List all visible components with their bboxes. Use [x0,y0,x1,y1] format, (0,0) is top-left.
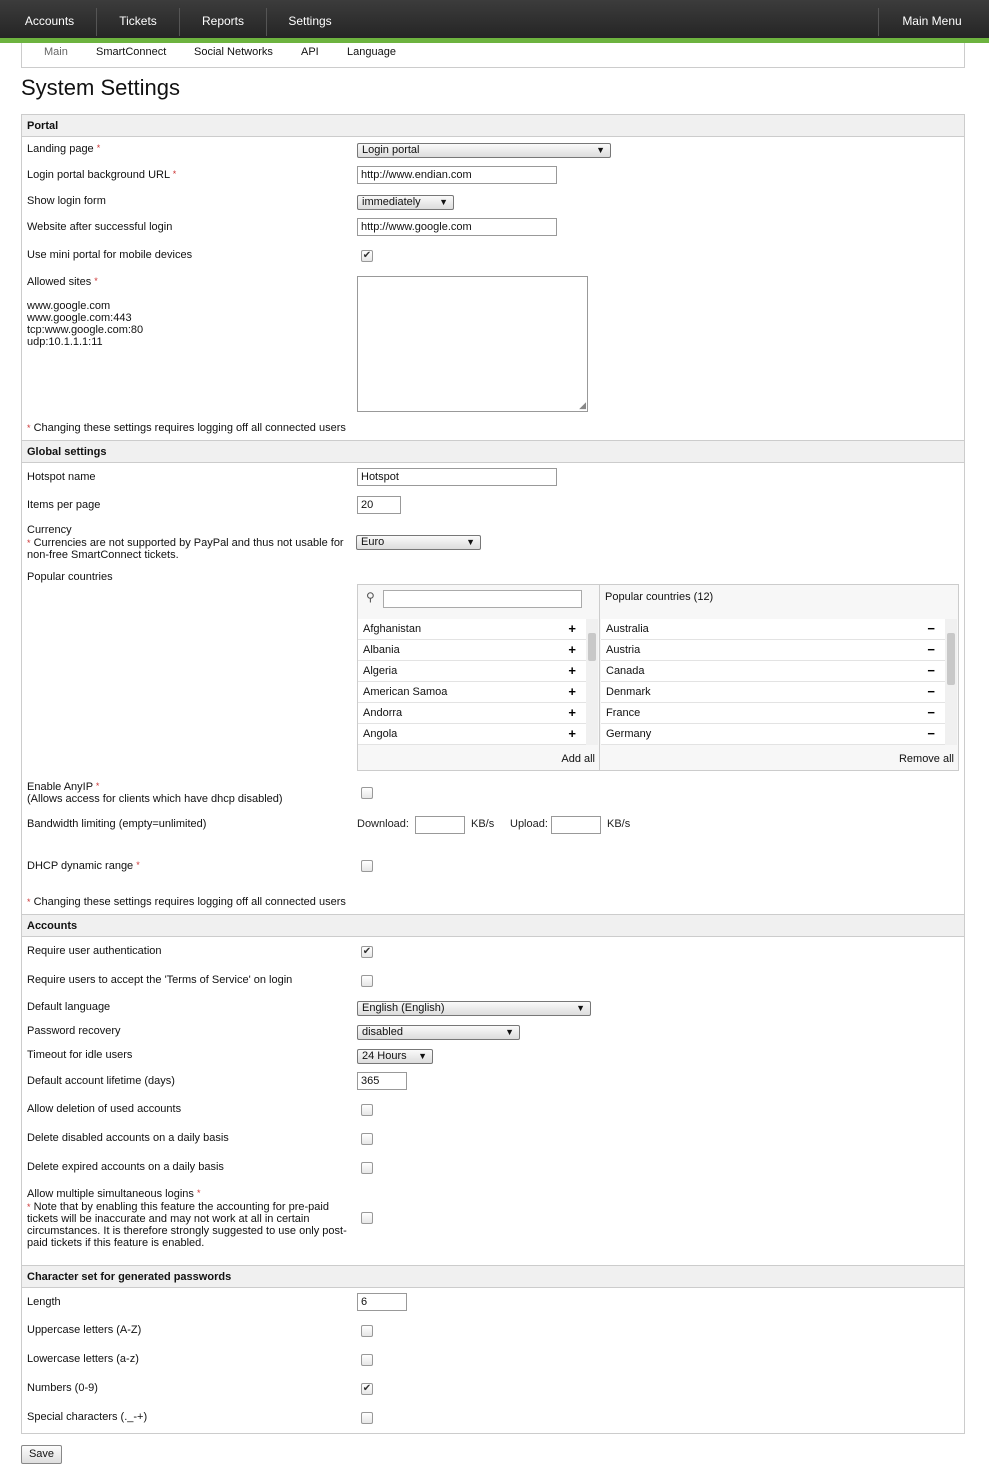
resize-handle-icon[interactable]: ◢ [579,400,586,410]
idle-timeout-label: Timeout for idle users [27,1049,133,1061]
show-login-form-label: Show login form [27,195,106,207]
scroll-thumb[interactable] [588,633,596,661]
add-all-button[interactable]: Add all [561,753,595,765]
hotspot-name-label: Hotspot name [27,471,96,483]
available-country-row[interactable]: Andorra + [358,703,586,724]
remove-icon[interactable]: − [927,726,935,741]
default-language-label: Default language [27,1001,111,1013]
bg-url-input[interactable]: http://www.endian.com [357,166,557,184]
anyip-label: Enable AnyIP * [27,781,100,793]
add-icon[interactable]: + [568,684,576,699]
multi-login-note: * Note that by enabling this feature the accounting for pre-paid tickets will be inaccurate and may not work at all in certain circumstances. It is therefore strongly suggested to use only post-paid tickets if this feature is enabled. [27,1201,347,1249]
currency-note: * Currencies are not supported by PayPal and thus not usable for non-free SmartConnect tickets. [27,537,344,561]
remove-icon[interactable]: − [927,621,935,636]
landing-page-select[interactable]: Login portal ▼ [357,143,611,158]
upload-label: Upload: [510,818,548,830]
anyip-checkbox[interactable] [361,787,373,799]
available-country-row[interactable]: Algeria + [358,661,586,682]
subnav-language[interactable]: Language [347,46,396,58]
bg-url-label: Login portal background URL * [27,169,177,181]
account-lifetime-label: Default account lifetime (days) [27,1075,175,1087]
nav-tickets[interactable]: Tickets [119,14,157,28]
remove-icon[interactable]: − [927,684,935,699]
bandwidth-label: Bandwidth limiting (empty=unlimited) [27,818,207,830]
items-per-page-input[interactable]: 20 [357,496,401,514]
scroll-thumb[interactable] [947,633,955,685]
nav-accounts[interactable]: Accounts [24,14,75,28]
tos-checkbox[interactable] [361,975,373,987]
upload-unit: KB/s [607,818,631,830]
nav-main-menu[interactable]: Main Menu [902,14,962,28]
anyip-note: (Allows access for clients which have dhcp disabled) [27,793,283,805]
nav-divider [878,8,879,36]
special-chars-checkbox[interactable] [361,1412,373,1424]
special-chars-label: Special characters (._-+) [27,1411,148,1423]
lowercase-checkbox[interactable] [361,1354,373,1366]
require-auth-checkbox[interactable]: ✔ [362,946,372,957]
country-search-input[interactable] [383,590,582,608]
uppercase-label: Uppercase letters (A-Z) [27,1324,142,1336]
popular-country-row[interactable]: France − [601,703,945,724]
upload-input[interactable] [551,816,601,834]
section-charset: Character set for generated passwords [22,1265,964,1288]
subnav-main[interactable]: Main [44,46,68,58]
available-country-row[interactable]: Angola + [358,724,586,745]
length-input[interactable]: 6 [357,1293,407,1311]
delete-expired-checkbox[interactable] [361,1162,373,1174]
popular-country-row[interactable]: Austria − [601,640,945,661]
remove-icon[interactable]: − [927,705,935,720]
website-after-login-input[interactable]: http://www.google.com [357,218,557,236]
password-recovery-label: Password recovery [27,1025,121,1037]
allowed-sites-textarea[interactable] [357,276,588,412]
allowed-sites-examples: www.google.com www.google.com:443 tcp:www.google.com:80 udp:10.1.1.1:11 [27,300,144,348]
save-button[interactable]: Save [21,1445,62,1464]
remove-all-button[interactable]: Remove all [898,753,954,765]
allowed-sites-label: Allowed sites * [27,276,98,288]
popular-scrollbar[interactable] [945,619,957,745]
section-accounts: Accounts [22,914,964,937]
default-language-select[interactable]: English (English) ▼ [357,1001,591,1016]
download-label: Download: [357,818,409,830]
download-unit: KB/s [471,818,495,830]
subnav-smartconnect[interactable]: SmartConnect [96,46,167,58]
delete-disabled-label: Delete disabled accounts on a daily basis [27,1132,229,1144]
nav-divider [96,8,97,36]
nav-settings[interactable]: Settings [288,14,332,28]
delete-used-label: Allow deletion of used accounts [27,1103,182,1115]
remove-icon[interactable]: − [927,642,935,657]
multi-login-checkbox[interactable] [361,1212,373,1224]
popular-country-row[interactable]: Denmark − [601,682,945,703]
uppercase-checkbox[interactable] [361,1325,373,1337]
dhcp-range-checkbox[interactable] [361,860,373,872]
add-icon[interactable]: + [568,642,576,657]
popular-countries-title: Popular countries (12) [605,591,714,603]
page-title: System Settings [21,75,180,100]
popular-country-row[interactable]: Australia − [601,619,945,640]
subnav-social-networks[interactable]: Social Networks [194,46,273,58]
idle-timeout-select[interactable]: 24 Hours ▼ [357,1049,433,1064]
mini-portal-label: Use mini portal for mobile devices [27,249,193,261]
multi-login-label: Allow multiple simultaneous logins * [27,1188,201,1200]
popular-country-row[interactable]: Germany − [601,724,945,745]
nav-reports[interactable]: Reports [201,14,245,28]
mini-portal-checkbox[interactable]: ✔ [362,250,372,261]
tos-label: Require users to accept the 'Terms of Service' on login [27,974,293,986]
password-recovery-select[interactable]: disabled ▼ [357,1025,520,1040]
numbers-label: Numbers (0-9) [27,1382,98,1394]
currency-label: Currency [27,524,72,536]
popular-country-row[interactable]: Canada − [601,661,945,682]
delete-expired-label: Delete expired accounts on a daily basis [27,1161,224,1173]
portal-note: * Changing these settings requires logging off all connected users [27,422,346,434]
length-label: Length [27,1296,61,1308]
add-icon[interactable]: + [568,726,576,741]
landing-page-label: Landing page * [27,143,101,155]
show-login-form-select[interactable]: immediately ▼ [357,195,454,210]
available-scrollbar[interactable] [586,619,598,745]
nav-divider [179,8,180,36]
section-portal: Portal [22,114,964,137]
section-global-settings: Global settings [22,440,964,463]
available-country-row[interactable]: Albania + [358,640,586,661]
numbers-checkbox[interactable]: ✔ [362,1383,372,1394]
subnav-api[interactable]: API [301,46,319,58]
available-country-row[interactable]: American Samoa + [358,682,586,703]
search-icon: ⚲ [366,590,375,604]
delete-disabled-checkbox[interactable] [361,1133,373,1145]
account-lifetime-input[interactable]: 365 [357,1072,407,1090]
add-icon[interactable]: + [568,621,576,636]
website-after-login-label: Website after successful login [27,221,173,233]
dhcp-range-label: DHCP dynamic range * [27,860,140,872]
download-input[interactable] [415,816,465,834]
add-icon[interactable]: + [568,663,576,678]
popular-countries-label: Popular countries [27,571,113,583]
require-auth-label: Require user authentication [27,945,162,957]
country-picker [357,584,959,771]
delete-used-checkbox[interactable] [361,1104,373,1116]
nav-divider [266,8,267,36]
currency-select[interactable]: Euro ▼ [356,535,481,550]
global-note: * Changing these settings requires logging off all connected users [27,896,346,908]
available-countries-panel [358,585,600,770]
hotspot-name-input[interactable]: Hotspot [357,468,557,486]
add-icon[interactable]: + [568,705,576,720]
remove-icon[interactable]: − [927,663,935,678]
items-per-page-label: Items per page [27,499,101,511]
available-country-row[interactable]: Afghanistan + [358,619,586,640]
lowercase-label: Lowercase letters (a-z) [27,1353,139,1365]
